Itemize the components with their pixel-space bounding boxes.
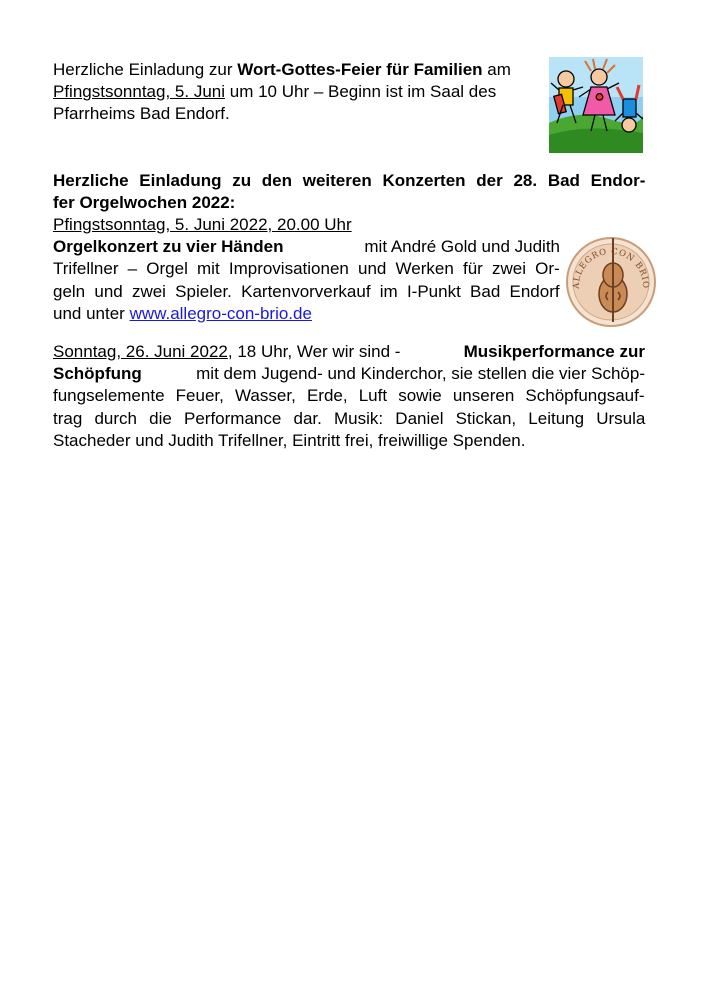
performance-title-continued: Schöpfung xyxy=(53,364,142,384)
heading-line: fer Orgelwochen 2022: xyxy=(53,193,236,213)
concerts-heading xyxy=(53,170,645,214)
organ-concert-paragraph xyxy=(53,214,560,325)
concert-date: Pfingstsonntag, 5. Juni 2022, 20.00 Uhr xyxy=(53,215,352,234)
event-time: um 10 Uhr – Beginn ist im Saal des xyxy=(229,82,497,102)
line xyxy=(53,81,543,103)
website-link[interactable]: www.allegro-con-brio.de xyxy=(129,303,312,323)
concert-performers: mit André Gold und Judith xyxy=(364,237,560,257)
music-performance-paragraph xyxy=(53,341,645,452)
event-date: Pfingstsonntag, 5. Juni xyxy=(53,82,226,102)
concert-tickets: geln und zwei Spieler. Kartenvorverkauf im I-Punkt Bad Endorf xyxy=(53,281,560,301)
event-location: Pfarrheims Bad Endorf. xyxy=(53,104,230,124)
performance-description: mit dem Jugend- und Kinderchor, sie stellen die vier Schöp- xyxy=(196,364,645,384)
performance-date: Sonntag, 26. Juni 2022 xyxy=(53,342,228,361)
line-start xyxy=(53,341,400,363)
concert-description: Trifellner – Orgel mit Improvisationen und Werken für zwei Or- xyxy=(53,259,560,279)
children-playing-image xyxy=(549,57,643,153)
line xyxy=(53,214,560,236)
concert-title: Orgelkonzert zu vier Händen xyxy=(53,237,284,257)
performance-description: fungselemente Feuer, Wasser, Erde, Luft sowie unseren Schöpfungsauf- xyxy=(53,386,645,406)
performance-title: Musikperformance zur xyxy=(463,342,645,361)
performance-description: Stacheder und Judith Trifellner, Eintritt frei, freiwillige Spenden. xyxy=(53,430,526,450)
link-prefix: und unter xyxy=(53,303,125,323)
intro-text: Herzliche Einladung zur xyxy=(53,60,233,79)
line xyxy=(53,341,645,363)
line xyxy=(53,303,560,325)
logo-text: ALLEGRO CON BRIO xyxy=(571,246,651,289)
line xyxy=(53,236,560,258)
allegro-con-brio-logo xyxy=(563,230,658,329)
line xyxy=(53,59,543,81)
line xyxy=(53,363,645,385)
performance-description: trag durch die Performance dar. Musik: Daniel Stickan, Leitung Ursula xyxy=(53,408,646,428)
heading-line: Herzliche Einladung zu den weiteren Konzerten der 28. Bad Endor- xyxy=(53,171,646,190)
at-text: am xyxy=(487,60,511,79)
performance-intro: , 18 Uhr, Wer wir sind - xyxy=(227,342,401,361)
event-title: Wort-Gottes-Feier für Familien xyxy=(237,60,483,79)
family-service-paragraph xyxy=(53,59,543,126)
